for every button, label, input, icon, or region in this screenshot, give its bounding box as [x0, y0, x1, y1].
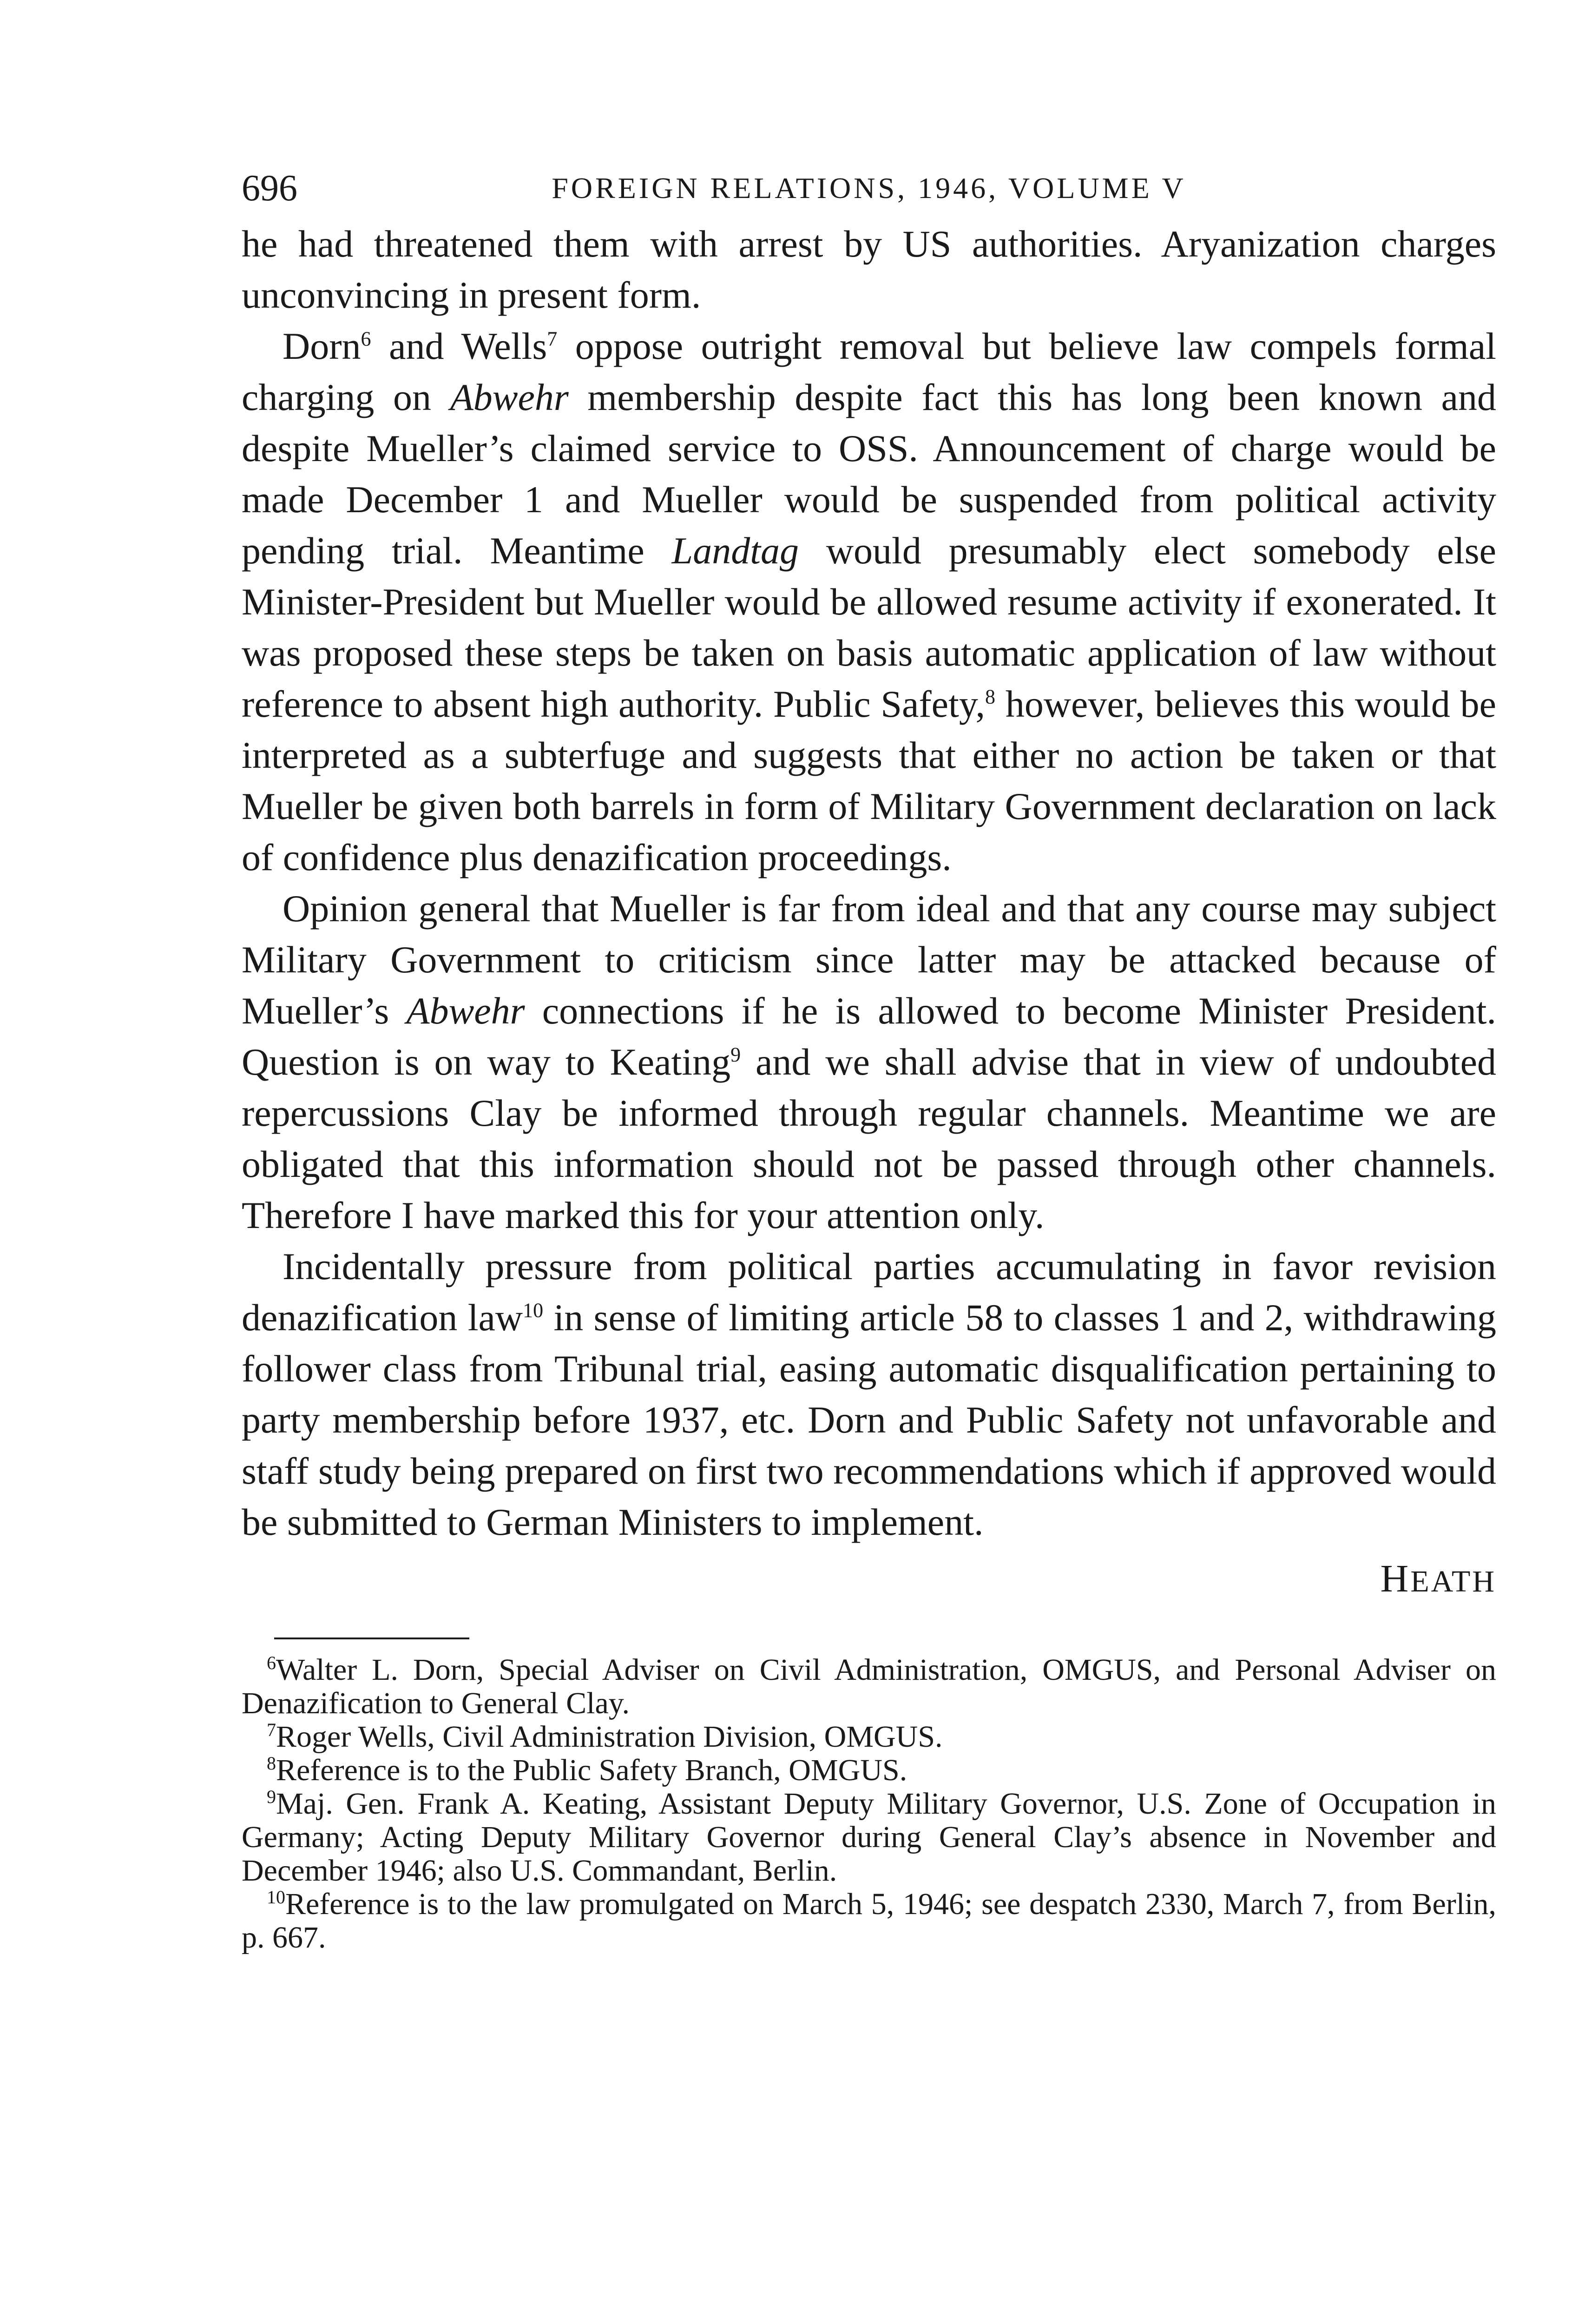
document-page [242, 167, 1496, 1954]
footnote-divider [274, 1637, 469, 1639]
footnote-10 [242, 1888, 1496, 1954]
abwehr-term: Abwehr [450, 376, 569, 418]
footnote-ref-9: 9 [730, 1043, 741, 1066]
footnote-mark: 7 [267, 1719, 276, 1740]
paragraph-3 [242, 883, 1496, 1241]
paragraph-2-text: oppose outright removal but believe law compels formal charging on [242, 325, 1497, 418]
footnotes [242, 1653, 1496, 1954]
running-head [242, 167, 1496, 218]
paragraph-2-text: would presumably elect somebody else Minister-President but Mueller would be allowed resume activity if exonerated. It was proposed these steps be taken on basis automatic application of law without reference to absent high authority. Public Safety, [242, 529, 1496, 725]
page-number: 696 [242, 168, 297, 209]
paragraph-3-text: connections if he is allowed to become Minister President. Question is on way to Keating [242, 990, 1496, 1083]
abwehr-term: Abwehr [406, 990, 525, 1032]
landtag-term: Landtag [671, 529, 799, 572]
paragraph-2-text: and Wells [371, 325, 547, 367]
body-text [242, 218, 1496, 1548]
paragraph-3-text: and we shall advise that in view of undoubted repercussions Clay be informed through regular channels. Meantime we are obligated that this information should not be passed through other channels. Therefore I have marked this for your attention only. [242, 1041, 1496, 1236]
footnote-text: Reference is to the Public Safety Branch, OMGUS. [276, 1753, 907, 1787]
signature-initial: H [1380, 1557, 1411, 1600]
footnote-ref-6: 6 [361, 327, 371, 350]
paragraph-3-text: Opinion general that Mueller is far from ideal and that any course may subject Military Government to criticism since latter may be attacked because of Mueller’s [242, 887, 1496, 1032]
paragraph-4 [242, 1241, 1496, 1548]
running-title: FOREIGN RELATIONS, 1946, VOLUME V [552, 172, 1186, 205]
paragraph-2-text: Dorn [283, 325, 361, 367]
footnote-ref-7: 7 [547, 327, 558, 350]
footnote-text: Reference is to the law promulgated on March 5, 1946; see despatch 2330, March 7, from Berlin, p. 667. [242, 1887, 1496, 1954]
footnote-text: Maj. Gen. Frank A. Keating, Assistant Deputy Military Governor, U.S. Zone of Occupation in Germany; Acting Deputy Military Governor during General Clay’s absence in November and December 1946; also U.S. Commandant, Berlin. [242, 1787, 1496, 1888]
footnote-7 [242, 1720, 1496, 1754]
paragraph-2-text: however, believes this would be interpreted as a subterfuge and suggests that either no action be taken or that Mueller be given both barrels in form of Military Government declaration on lack of confidence plus denazification proceedings. [242, 683, 1496, 878]
paragraph-4-text: Incidentally pressure from political parties accumulating in favor revision denazification law [242, 1245, 1496, 1339]
signature-rest: EATH [1410, 1565, 1496, 1598]
footnote-mark: 8 [267, 1753, 276, 1774]
signature [242, 1556, 1496, 1601]
footnote-mark: 10 [267, 1887, 285, 1908]
paragraph-1: he had threatened them with arrest by US authorities. Aryanization charges unconvincing in present form. [242, 223, 1496, 316]
footnote-mark: 6 [267, 1652, 276, 1673]
footnote-mark: 9 [267, 1786, 276, 1807]
footnote-ref-8: 8 [985, 685, 996, 708]
paragraph-2-text: membership despite fact this has long been known and despite Mueller’s claimed service to OSS. Announcement of charge would be made December 1 and Mueller would be suspended from political activity pending trial. Meantime [242, 376, 1496, 572]
footnote-ref-10: 10 [523, 1299, 544, 1322]
footnote-9 [242, 1787, 1496, 1888]
paragraph-4-text: in sense of limiting article 58 to classes 1 and 2, withdrawing follower class from Tribunal trial, easing automatic disqualification pertaining to party membership before 1937, etc. Dorn and Public Safety not unfavorable and staff study being prepared on first two recommendations which if approved would be submitted to German Ministers to implement. [242, 1296, 1496, 1543]
footnote-text: Walter L. Dorn, Special Adviser on Civil Administration, OMGUS, and Personal Adviser on Denazification to General Clay. [242, 1653, 1496, 1720]
footnote-6 [242, 1653, 1496, 1720]
paragraph-2 [242, 321, 1496, 883]
footnote-8 [242, 1754, 1496, 1787]
footnote-text: Roger Wells, Civil Administration Division, OMGUS. [276, 1720, 943, 1754]
